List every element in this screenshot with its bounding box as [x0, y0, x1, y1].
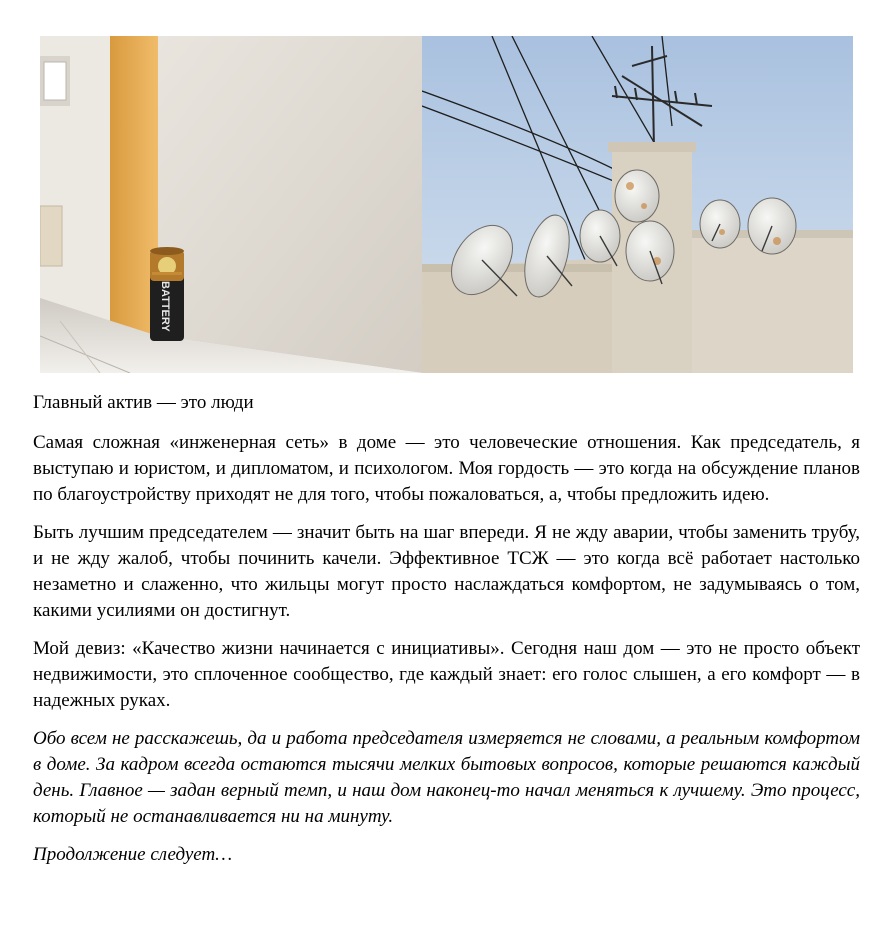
article-italic-paragraph: Обо всем не расскажешь, да и работа председателя измеряется не словами, а реальным комфортом в доме. За кадром всегда остаются тысячи мелких бытовых вопросов, которые решаются каждый день. Главное — задан верный темп, и наш дом наконец-то начал меняться к лучшему. Это процесс, который не останавливается ни на минуту. — [33, 728, 860, 827]
article-paragraph-1: Самая сложная «инженерная сеть» в доме — это человеческие отношения. Как председатель, я выступаю и юристом, и дипломатом, и психологом. Моя гордость — это когда на обсуждение планов по благоустройству приходят не для того, чтобы пожаловаться, а, чтобы предложить идею. — [33, 432, 860, 505]
photo-row — [40, 36, 853, 373]
article-body — [33, 390, 860, 880]
article-heading: Главный актив — это люди — [33, 392, 254, 413]
article-paragraph-3: Мой девиз: «Качество жизни начинается с инициативы». Сегодня наш дом — это не просто объект недвижимости, это сплоченное сообщество, где каждый знает: его голос слышен, а его комфорт — в надежных руках. — [33, 638, 860, 711]
article-paragraph-2: Быть лучшим председателем — значит быть на шаг впереди. Я не жду аварии, чтобы заменить трубу, и не жду жалоб, чтобы починить качели. Эффективное ТСЖ — это когда всё работает настолько незаметно и слаженно, что жильцы могут просто наслаждаться комфортом, не задумываясь о том, какими усилиями он достигнут. — [33, 522, 860, 621]
roof-illustration — [422, 36, 853, 373]
roof-antennas-photo — [422, 36, 853, 373]
article-closing: Продолжение следует… — [33, 844, 233, 865]
battery-box-label: BATTERY — [159, 281, 171, 332]
corridor-photo — [40, 36, 422, 373]
corridor-illustration — [40, 36, 422, 373]
